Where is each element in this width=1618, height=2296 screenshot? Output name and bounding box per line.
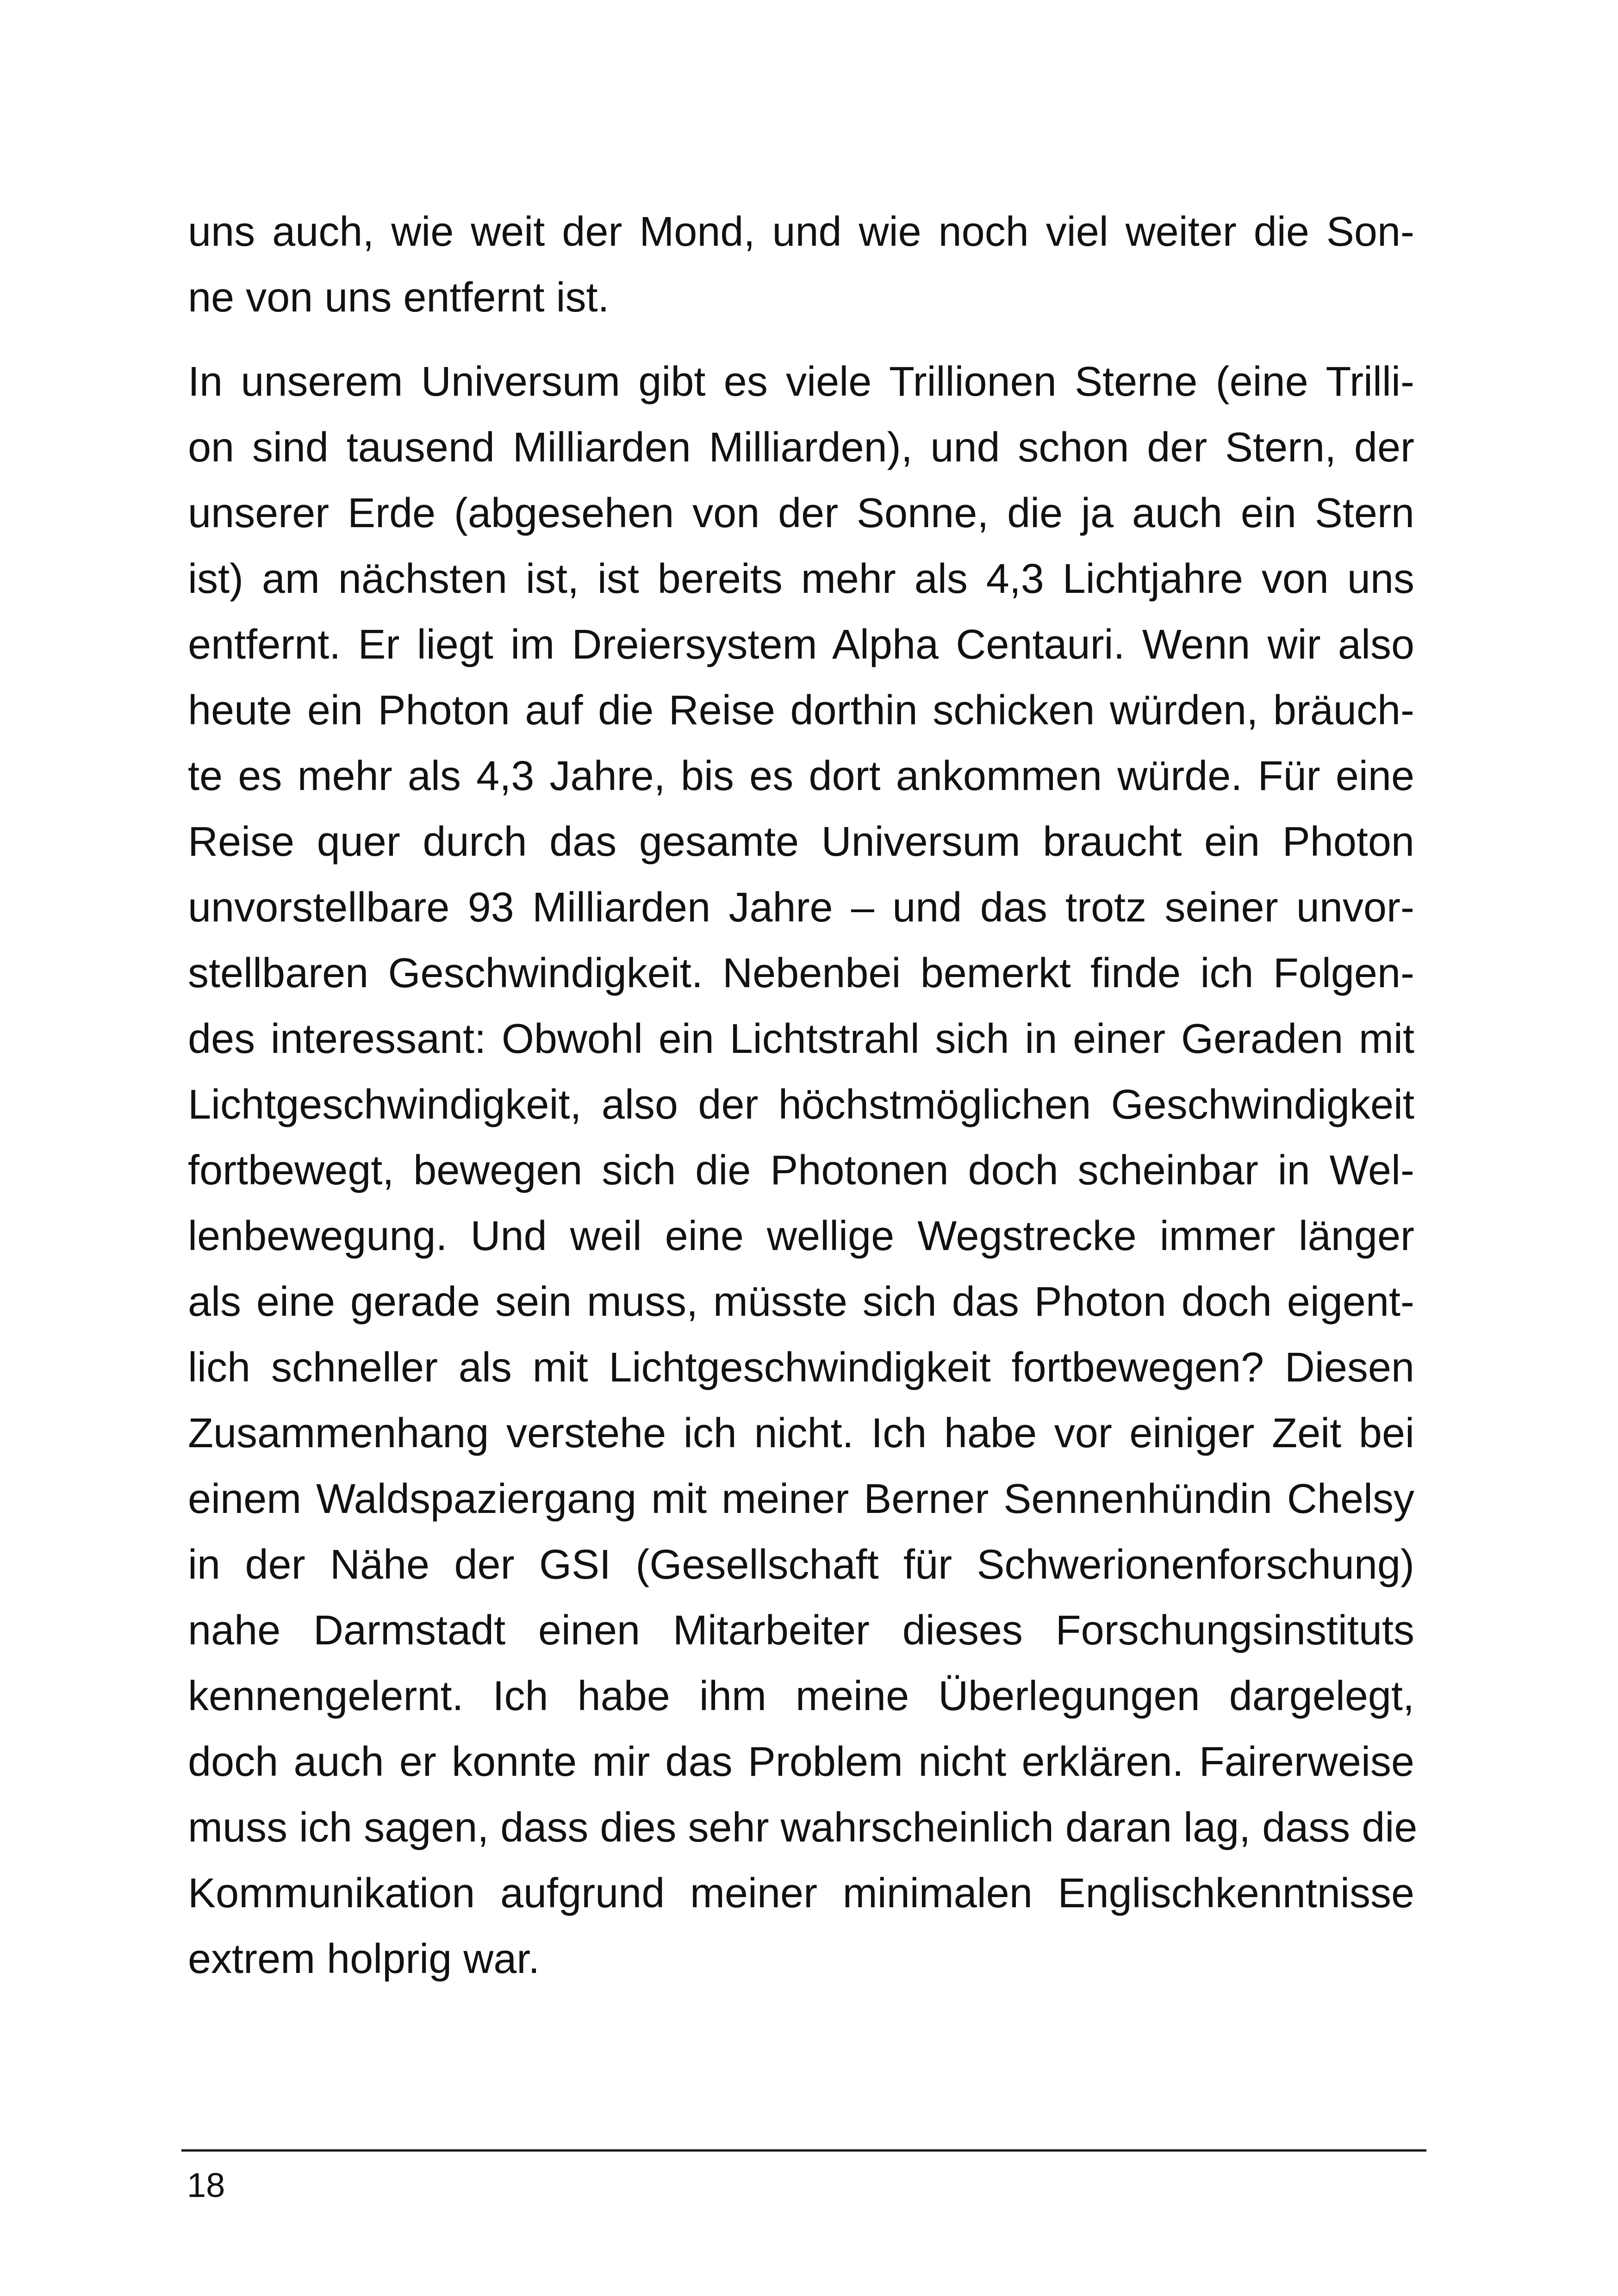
text-line: kennengelernt. Ich habe ihm meine Überlegungen dargelegt,: [188, 1673, 1414, 1719]
text-line: uns auch, wie weit der Mond, und wie noch viel weiter die Son-: [188, 209, 1414, 255]
text-line: Zusammenhang verstehe ich nicht. Ich habe vor einiger Zeit bei: [188, 1410, 1414, 1456]
body-text: [188, 199, 1418, 1992]
text-line: Lichtgeschwindigkeit, also der höchstmöglichen Geschwindigkeit: [188, 1082, 1414, 1128]
paragraph-spacer: [188, 330, 1414, 349]
text-line: entfernt. Er liegt im Dreiersystem Alpha Centauri. Wenn wir also: [188, 622, 1414, 668]
text-line: lich schneller als mit Lichtgeschwindigkeit fortbewegen? Diesen: [188, 1344, 1414, 1391]
text-line: lenbewegung. Und weil eine wellige Wegstrecke immer länger: [188, 1213, 1414, 1259]
text-line: des interessant: Obwohl ein Lichtstrahl sich in einer Geraden mit: [188, 1016, 1414, 1062]
text-line: unvorstellbare 93 Milliarden Jahre – und das trotz seiner unvor-: [188, 884, 1414, 931]
text-line: Reise quer durch das gesamte Universum braucht ein Photon: [188, 819, 1414, 865]
text-line: in der Nähe der GSI (Gesellschaft für Schwerionenforschung): [188, 1542, 1414, 1588]
text-line: unserer Erde (abgesehen von der Sonne, die ja auch ein Stern: [188, 490, 1414, 536]
text-line: te es mehr als 4,3 Jahre, bis es dort ankommen würde. Für eine: [188, 753, 1414, 799]
text-line: einem Waldspaziergang mit meiner Berner Sennenhündin Chelsy: [188, 1476, 1414, 1522]
text-line: ne von uns entfernt ist.: [188, 274, 610, 321]
page-number: 18: [187, 2166, 225, 2204]
text-line: Kommunikation aufgrund meiner minimalen Englischkenntnisse: [188, 1870, 1414, 1916]
text-line: muss ich sagen, dass dies sehr wahrscheinlich daran lag, dass die: [188, 1804, 1418, 1851]
text-line: extrem holprig war.: [188, 1936, 540, 1982]
text-line: heute ein Photon auf die Reise dorthin schicken würden, bräuch-: [188, 687, 1414, 734]
text-line: nahe Darmstadt einen Mitarbeiter dieses Forschungsinstituts: [188, 1607, 1414, 1654]
paragraph-1: [188, 199, 1414, 330]
text-line: doch auch er konnte mir das Problem nicht erklären. Fairerweise: [188, 1739, 1414, 1785]
text-line: als eine gerade sein muss, müsste sich das Photon doch eigent-: [188, 1279, 1414, 1325]
text-line: fortbewegt, bewegen sich die Photonen doch scheinbar in Wel-: [188, 1147, 1414, 1194]
text-line: stellbaren Geschwindigkeit. Nebenbei bemerkt finde ich Folgen-: [188, 950, 1414, 996]
footer-divider: [181, 2149, 1426, 2152]
paragraph-2: [188, 349, 1418, 1992]
text-line: ist) am nächsten ist, ist bereits mehr als 4,3 Lichtjahre von uns: [188, 556, 1414, 602]
text-line: on sind tausend Milliarden Milliarden), und schon der Stern, der: [188, 424, 1414, 471]
text-line: In unserem Universum gibt es viele Trillionen Sterne (eine Trilli-: [188, 359, 1414, 405]
